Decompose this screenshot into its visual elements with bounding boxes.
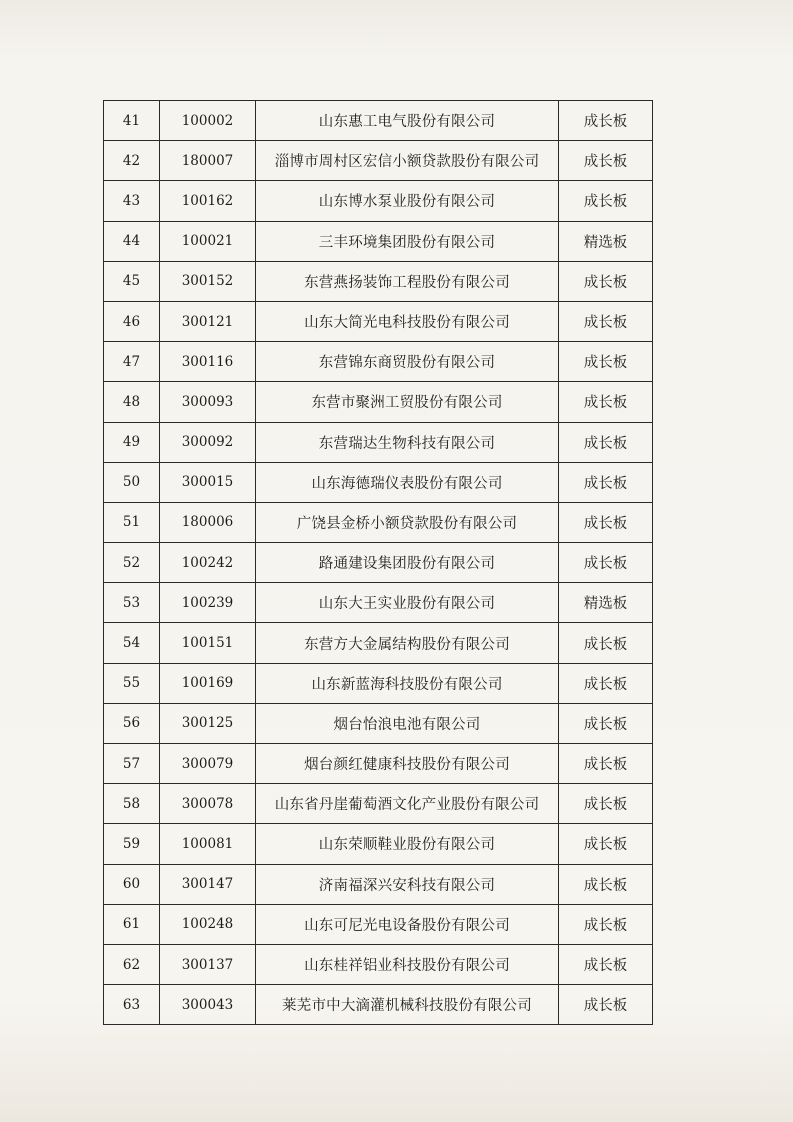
- company-name: 东营锦东商贸股份有限公司: [256, 342, 559, 382]
- row-number: 57: [104, 744, 160, 784]
- company-code: 100242: [160, 543, 256, 583]
- company-code: 300125: [160, 703, 256, 743]
- company-code: 300092: [160, 422, 256, 462]
- board-type: 成长板: [559, 462, 653, 502]
- company-code: 300147: [160, 864, 256, 904]
- board-type: 成长板: [559, 422, 653, 462]
- company-code: 300116: [160, 342, 256, 382]
- company-code: 300137: [160, 944, 256, 984]
- company-name: 山东大王实业股份有限公司: [256, 583, 559, 623]
- board-type: 成长板: [559, 744, 653, 784]
- row-number: 41: [104, 101, 160, 141]
- row-number: 59: [104, 824, 160, 864]
- company-code: 100162: [160, 181, 256, 221]
- company-name: 山东荣顺鞋业股份有限公司: [256, 824, 559, 864]
- company-table-container: [103, 100, 652, 1025]
- row-number: 60: [104, 864, 160, 904]
- company-code: 300121: [160, 301, 256, 341]
- table-row: [104, 944, 653, 984]
- board-type: 成长板: [559, 101, 653, 141]
- row-number: 46: [104, 301, 160, 341]
- company-code: 100248: [160, 904, 256, 944]
- company-name: 烟台颜红健康科技股份有限公司: [256, 744, 559, 784]
- board-type: 成长板: [559, 181, 653, 221]
- table-row: [104, 301, 653, 341]
- company-name: 广饶县金桥小额贷款股份有限公司: [256, 502, 559, 542]
- row-number: 53: [104, 583, 160, 623]
- table-row: [104, 543, 653, 583]
- company-code: 180006: [160, 502, 256, 542]
- company-name: 山东桂祥铝业科技股份有限公司: [256, 944, 559, 984]
- board-type: 成长板: [559, 985, 653, 1025]
- row-number: 47: [104, 342, 160, 382]
- row-number: 54: [104, 623, 160, 663]
- table-row: [104, 462, 653, 502]
- board-type: 成长板: [559, 141, 653, 181]
- table-row: [104, 141, 653, 181]
- company-name: 烟台怡浪电池有限公司: [256, 703, 559, 743]
- company-name: 山东博水泵业股份有限公司: [256, 181, 559, 221]
- row-number: 62: [104, 944, 160, 984]
- board-type: 成长板: [559, 342, 653, 382]
- row-number: 48: [104, 382, 160, 422]
- company-code: 300043: [160, 985, 256, 1025]
- row-number: 50: [104, 462, 160, 502]
- table-row: [104, 583, 653, 623]
- table-row: [104, 382, 653, 422]
- company-name: 山东海德瑞仪表股份有限公司: [256, 462, 559, 502]
- board-type: 精选板: [559, 221, 653, 261]
- row-number: 44: [104, 221, 160, 261]
- table-row: [104, 342, 653, 382]
- board-type: 成长板: [559, 502, 653, 542]
- row-number: 52: [104, 543, 160, 583]
- board-type: 成长板: [559, 864, 653, 904]
- company-code: 100002: [160, 101, 256, 141]
- company-name: 山东惠工电气股份有限公司: [256, 101, 559, 141]
- board-type: 成长板: [559, 904, 653, 944]
- company-name: 路通建设集团股份有限公司: [256, 543, 559, 583]
- row-number: 58: [104, 784, 160, 824]
- board-type: 成长板: [559, 663, 653, 703]
- table-row: [104, 784, 653, 824]
- row-number: 49: [104, 422, 160, 462]
- company-name: 东营市聚洲工贸股份有限公司: [256, 382, 559, 422]
- table-row: [104, 221, 653, 261]
- board-type: 精选板: [559, 583, 653, 623]
- company-name: 山东可尼光电设备股份有限公司: [256, 904, 559, 944]
- table-row: [104, 703, 653, 743]
- board-type: 成长板: [559, 543, 653, 583]
- company-name: 三丰环境集团股份有限公司: [256, 221, 559, 261]
- row-number: 55: [104, 663, 160, 703]
- row-number: 56: [104, 703, 160, 743]
- company-code: 100169: [160, 663, 256, 703]
- row-number: 45: [104, 261, 160, 301]
- company-name: 东营瑞达生物科技有限公司: [256, 422, 559, 462]
- table-row: [104, 864, 653, 904]
- company-code: 300093: [160, 382, 256, 422]
- table-row: [104, 744, 653, 784]
- table-row: [104, 904, 653, 944]
- row-number: 43: [104, 181, 160, 221]
- company-code: 300152: [160, 261, 256, 301]
- company-name: 山东大简光电科技股份有限公司: [256, 301, 559, 341]
- row-number: 63: [104, 985, 160, 1025]
- table-row: [104, 422, 653, 462]
- board-type: 成长板: [559, 261, 653, 301]
- company-name: 莱芜市中大滴灌机械科技股份有限公司: [256, 985, 559, 1025]
- board-type: 成长板: [559, 301, 653, 341]
- company-code: 100239: [160, 583, 256, 623]
- company-code: 100021: [160, 221, 256, 261]
- company-code: 300015: [160, 462, 256, 502]
- company-name: 济南福深兴安科技有限公司: [256, 864, 559, 904]
- company-name: 淄博市周村区宏信小额贷款股份有限公司: [256, 141, 559, 181]
- row-number: 51: [104, 502, 160, 542]
- company-code: 300079: [160, 744, 256, 784]
- table-row: [104, 261, 653, 301]
- company-table: [103, 100, 653, 1025]
- company-code: 300078: [160, 784, 256, 824]
- table-row: [104, 502, 653, 542]
- row-number: 42: [104, 141, 160, 181]
- row-number: 61: [104, 904, 160, 944]
- table-row: [104, 101, 653, 141]
- table-row: [104, 824, 653, 864]
- board-type: 成长板: [559, 382, 653, 422]
- board-type: 成长板: [559, 824, 653, 864]
- table-row: [104, 181, 653, 221]
- company-code: 180007: [160, 141, 256, 181]
- company-name: 山东新蓝海科技股份有限公司: [256, 663, 559, 703]
- table-row: [104, 985, 653, 1025]
- board-type: 成长板: [559, 703, 653, 743]
- company-name: 东营方大金属结构股份有限公司: [256, 623, 559, 663]
- company-table-body: [104, 101, 653, 1025]
- company-code: 100151: [160, 623, 256, 663]
- board-type: 成长板: [559, 784, 653, 824]
- company-name: 东营燕扬装饰工程股份有限公司: [256, 261, 559, 301]
- board-type: 成长板: [559, 623, 653, 663]
- table-row: [104, 663, 653, 703]
- company-code: 100081: [160, 824, 256, 864]
- table-row: [104, 623, 653, 663]
- company-name: 山东省丹崖葡萄酒文化产业股份有限公司: [256, 784, 559, 824]
- board-type: 成长板: [559, 944, 653, 984]
